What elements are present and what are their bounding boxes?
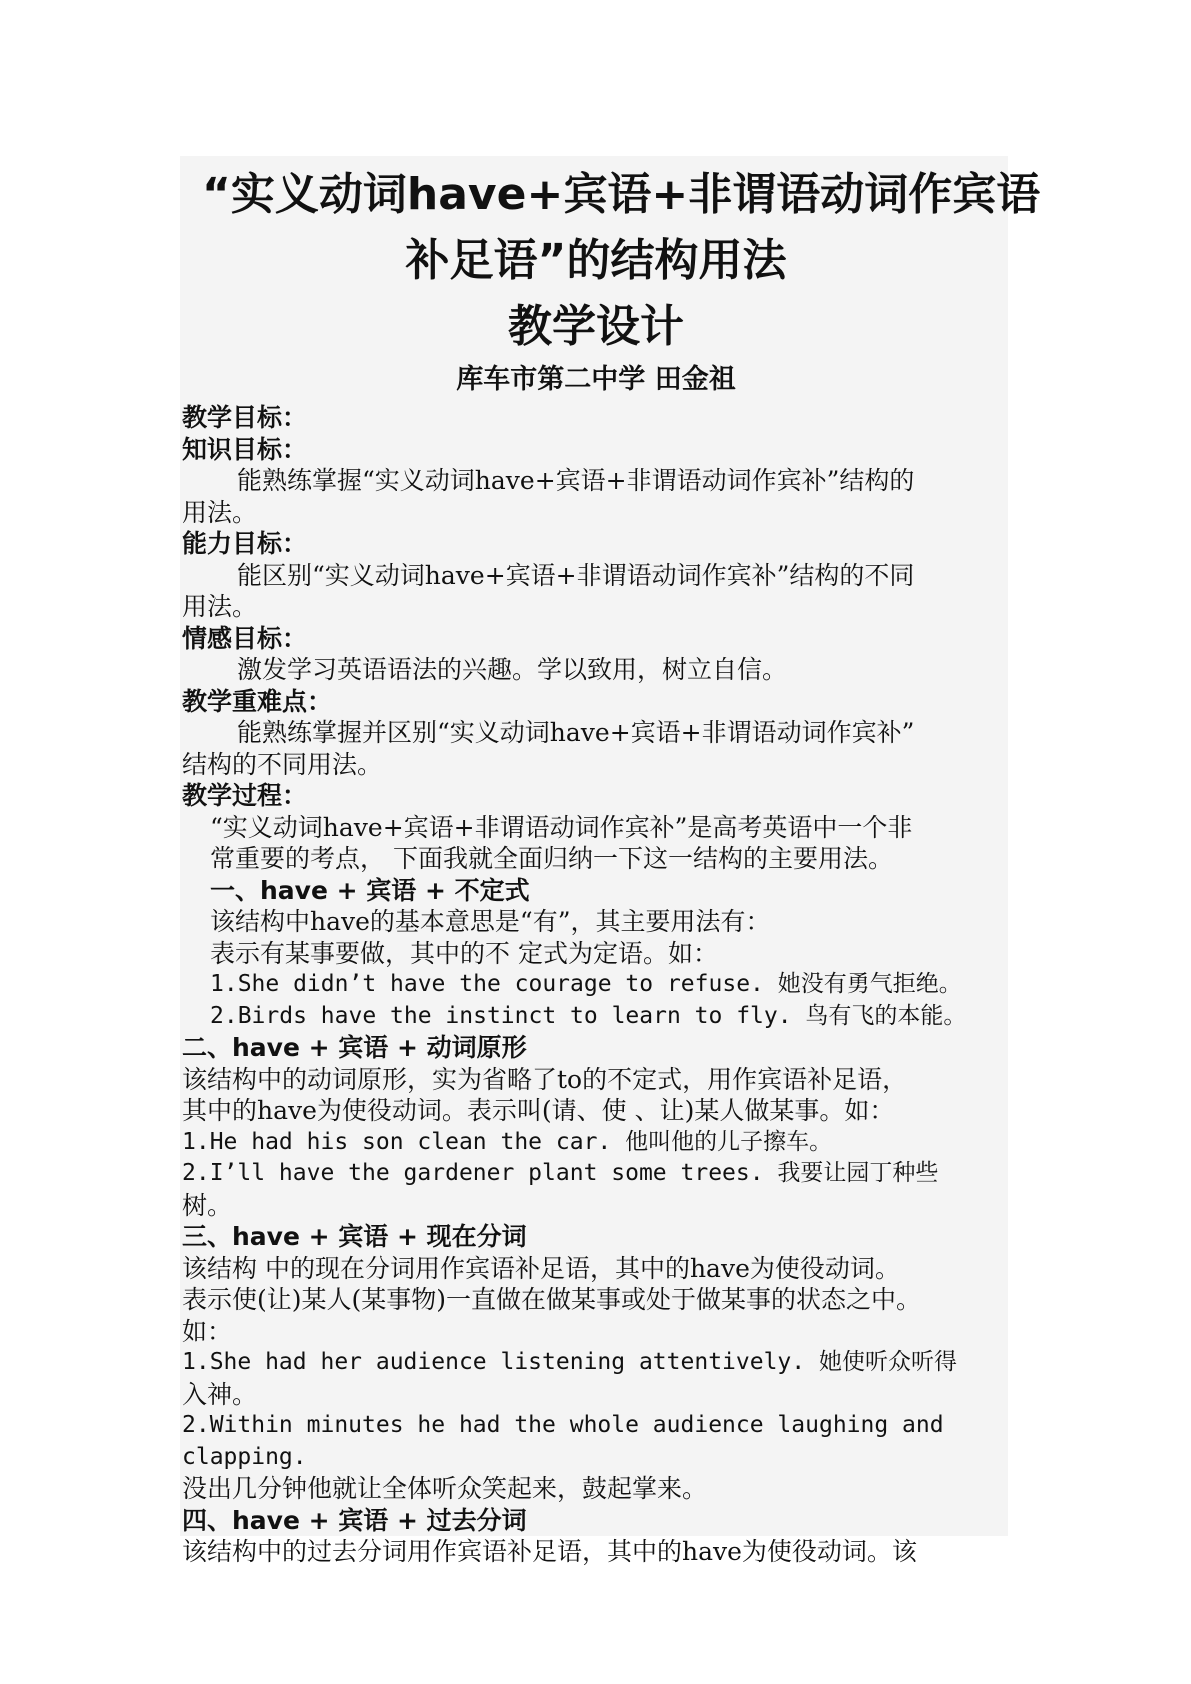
section-text: 该结构中have的基本意思是“有”，其主要用法有： — [210, 907, 771, 936]
emotion-objective-text: 激发学习英语语法的兴趣。学以致用，树立自信。 — [237, 655, 788, 684]
section-heading: 四、have + 宾语 + 过去分词 — [182, 1505, 527, 1535]
section-text: 该结构 中的现在分词用作宾语补足语，其中的have为使役动词。 — [182, 1253, 900, 1283]
example-sentence-cont: clapping. — [182, 1443, 307, 1470]
knowledge-objective-text-cont: 用法。 — [182, 497, 258, 527]
section-text: 该结构中的过去分词用作宾语补足语，其中的have为使役动词。该 — [182, 1537, 917, 1566]
objectives-heading: 教学目标： — [182, 403, 308, 432]
knowledge-objective-text: 能熟练掌握“实义动词have+宾语+非谓语动词作宾补”结构的 — [237, 466, 915, 495]
section-heading: 一、have + 宾语 + 不定式 — [210, 875, 530, 905]
ability-objective-text: 能区别“实义动词have+宾语+非谓语动词作宾补”结构的不同 — [237, 560, 915, 590]
document-subtitle: 教学设计 — [508, 301, 684, 352]
example-sentence: 1.She had her audience listening attentively. 她使听众听得 — [182, 1349, 957, 1375]
ability-objective-heading: 能力目标： — [182, 529, 308, 558]
process-heading: 教学过程： — [182, 781, 308, 810]
example-sentence-cont: 树。 — [182, 1190, 233, 1220]
knowledge-objective-heading: 知识目标： — [182, 434, 308, 464]
author-line: 库车市第二中学 田金祖 — [456, 364, 736, 395]
example-sentence-cont: 入神。 — [182, 1379, 258, 1409]
key-points-text-cont: 结构的不同用法。 — [182, 749, 383, 779]
ability-objective-text-cont: 用法。 — [182, 592, 258, 621]
example-sentence: 2.Within minutes he had the whole audience laughing and — [182, 1412, 944, 1438]
example-translation: 没出几分钟他就让全体听众笑起来，鼓起掌来。 — [182, 1474, 708, 1503]
example-sentence: 1.She didn’t have the courage to refuse. 她没有勇气拒绝。 — [210, 971, 962, 997]
document-title-line2: 补足语”的结构用法 — [405, 235, 787, 286]
process-intro: “实义动词have+宾语+非谓语动词作宾补”是高考英语中一个非 — [210, 812, 913, 842]
example-sentence: 2.Birds have the instinct to learn to fly. 鸟有飞的本能。 — [210, 1002, 967, 1029]
key-points-heading: 教学重难点： — [182, 686, 333, 716]
section-heading: 二、have + 宾语 + 动词原形 — [182, 1033, 527, 1062]
section-text: 表示使(让)某人(某事物)一直做在做某事或处于做某事的状态之中。 — [182, 1285, 922, 1314]
emotion-objective-heading: 情感目标： — [182, 623, 308, 653]
section-text: 其中的have为使役动词。表示叫(请、使 、让)某人做某事。如： — [182, 1096, 895, 1125]
section-text: 如： — [182, 1316, 233, 1346]
section-text: 该结构中的动词原形，实为省略了to的不定式，用作宾语补足语， — [182, 1064, 908, 1094]
example-sentence: 1.He had his son clean the car. 他叫他的儿子擦车。 — [182, 1128, 833, 1155]
process-intro-cont: 常重要的考点， 下面我就全面归纳一下这一结构的主要用法。 — [210, 844, 893, 873]
key-points-text: 能熟练掌握并区别“实义动词have+宾语+非谓语动词作宾补” — [237, 718, 915, 747]
document-body — [182, 162, 1041, 1568]
section-heading: 三、have + 宾语 + 现在分词 — [182, 1222, 527, 1251]
document-title-line1: “实义动词have+宾语+非谓语动词作宾语 — [202, 169, 1041, 220]
section-text: 表示有某事要做，其中的不 定式为定语。如： — [210, 938, 718, 968]
example-sentence: 2.I’ll have the gardener plant some trees. 我要让园丁种些 — [182, 1160, 939, 1186]
